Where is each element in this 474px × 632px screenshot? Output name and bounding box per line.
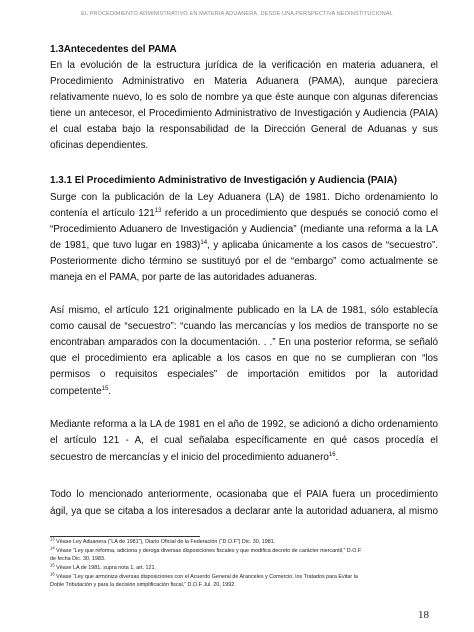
text-line: el cual estaba bajo la responsabilidad de la Dirección General de Aduanas y sus bbox=[50, 124, 438, 135]
footnote-15: $^{15}$ Véase LA de 1981, supra nota 1, art. 121. bbox=[50, 562, 156, 571]
footnote-16: $^{16}$ Véase “Ley que armoniza diversas disposiciones con el Acuerdo General de Aranceles y Comercio, los Tratados para Evitar la bbox=[50, 571, 358, 580]
footnote-ref: 14 bbox=[200, 240, 208, 246]
footnote-13: $^{13}$ Véase Ley Aduanera (“LA de 1981”), Diario Oficial de la Federación (“D.O.F”) Dic. 30, 1981. bbox=[50, 536, 276, 545]
text-line: relativamente nuevo, lo es solo de nombre ya que éste aunque con algunas diferencias bbox=[50, 92, 438, 103]
footnote-16-cont: Doble Tributación y para la decisión simplificación fiscal,” D.O.F Jul. 20, 1992. bbox=[50, 582, 236, 588]
subsection-title: 1.3.1 El Procedimiento Administrativo de Investigación y Audiencia (PAIA) bbox=[50, 175, 397, 186]
text-line: ágil, ya que se citaba a los interesados a declarar ante la autoridad aduanera, al mismo bbox=[50, 506, 438, 517]
text-line: el artículo 121 - A, el cual señalaba específicamente en qué casos procedía el bbox=[50, 435, 438, 446]
footnote-ref: 15 bbox=[101, 386, 109, 392]
page-number: 18 bbox=[418, 609, 429, 621]
text-line: tiene un antecesor, el Procedimiento Administrativo de Investigación y Audiencia (PAIA) bbox=[50, 108, 438, 119]
text-line: contenía el artículo $121^{13}$ referido a un procedimiento que después se conoció como el bbox=[50, 208, 438, 219]
text-line: como causal de “secuestro”: “cuando las mercancías y los medios de transporte no se bbox=[50, 321, 438, 332]
text-line: competente$^{15}$. bbox=[50, 386, 112, 397]
footnote-ref: 16 bbox=[328, 452, 336, 458]
section-title: 1.3Antecedentes del PAMA bbox=[50, 44, 177, 55]
text-line: secuestro de mercancías y el inicio del procedimiento aduanero$^{16}$. bbox=[50, 452, 339, 463]
text-line: oficinas dependientes. bbox=[50, 140, 149, 151]
text-line: Mediante reforma a la LA de 1981 en el año de 1992, se adicionó a dicho ordenamiento bbox=[50, 419, 438, 430]
text-line: permisos o requisitos especiales” de importación emitidos por la autoridad bbox=[50, 369, 438, 380]
text-line: maneja en el PAMA, por parte de las autoridades aduaneras. bbox=[50, 272, 318, 283]
text-line: Todo lo mencionado anteriormente, ocasionaba que el PAIA fuera un procedimiento bbox=[50, 489, 438, 500]
text-line: Así mismo, el artículo 121 originalmente publicado en la LA de 1981, sólo establecía bbox=[50, 305, 438, 316]
text-line: Surge con la publicación de la Ley Aduanera (LA) de 1981. Dicho ordenamiento lo bbox=[50, 192, 438, 203]
text-line: que el procedimiento era aplicable a los casos en que no se cumplieran con “los bbox=[50, 353, 438, 364]
footnote-ref: 13 bbox=[154, 208, 162, 214]
text-line: Posteriormente dicho término se sustituyó por el de “embargo” como actualmente se bbox=[50, 256, 438, 267]
text-line: encontraban amparados con la documentación. . .” En una posterior reforma, se señaló bbox=[50, 337, 438, 348]
text-line: Procedimiento Administrativo en Materia Aduanera (PAMA), aunque pareciera bbox=[50, 76, 438, 87]
footnote-14-cont: de fecha Dic. 30, 1983. bbox=[50, 556, 106, 562]
running-header: EL PROCEDIMIENTO ADMINISTRATIVO EN MATERIA ADUANERA, DESDE UNA PERSPECTIVA NEOINSTITUCIONAL bbox=[81, 11, 393, 17]
footnote-separator bbox=[50, 536, 200, 537]
text-line: “Procedimiento Aduanero de Investigación y Audiencia” (mediante una reforma a la LA bbox=[50, 224, 438, 235]
footnote-14: $^{14}$ Véase “Ley que reforma, adiciona y deroga diversas disposiciones fiscales y que modifica decreto de carácter mercantil,” D.O.F bbox=[50, 545, 362, 554]
text-line: de 1981, que tuvo lugar en 1983)$^{14}$, y aplicaba únicamente a los casos de “secuestro”. bbox=[50, 240, 439, 251]
text-line: En la evolución de la estructura jurídica de la verificación en materia aduanera, el bbox=[50, 60, 438, 71]
